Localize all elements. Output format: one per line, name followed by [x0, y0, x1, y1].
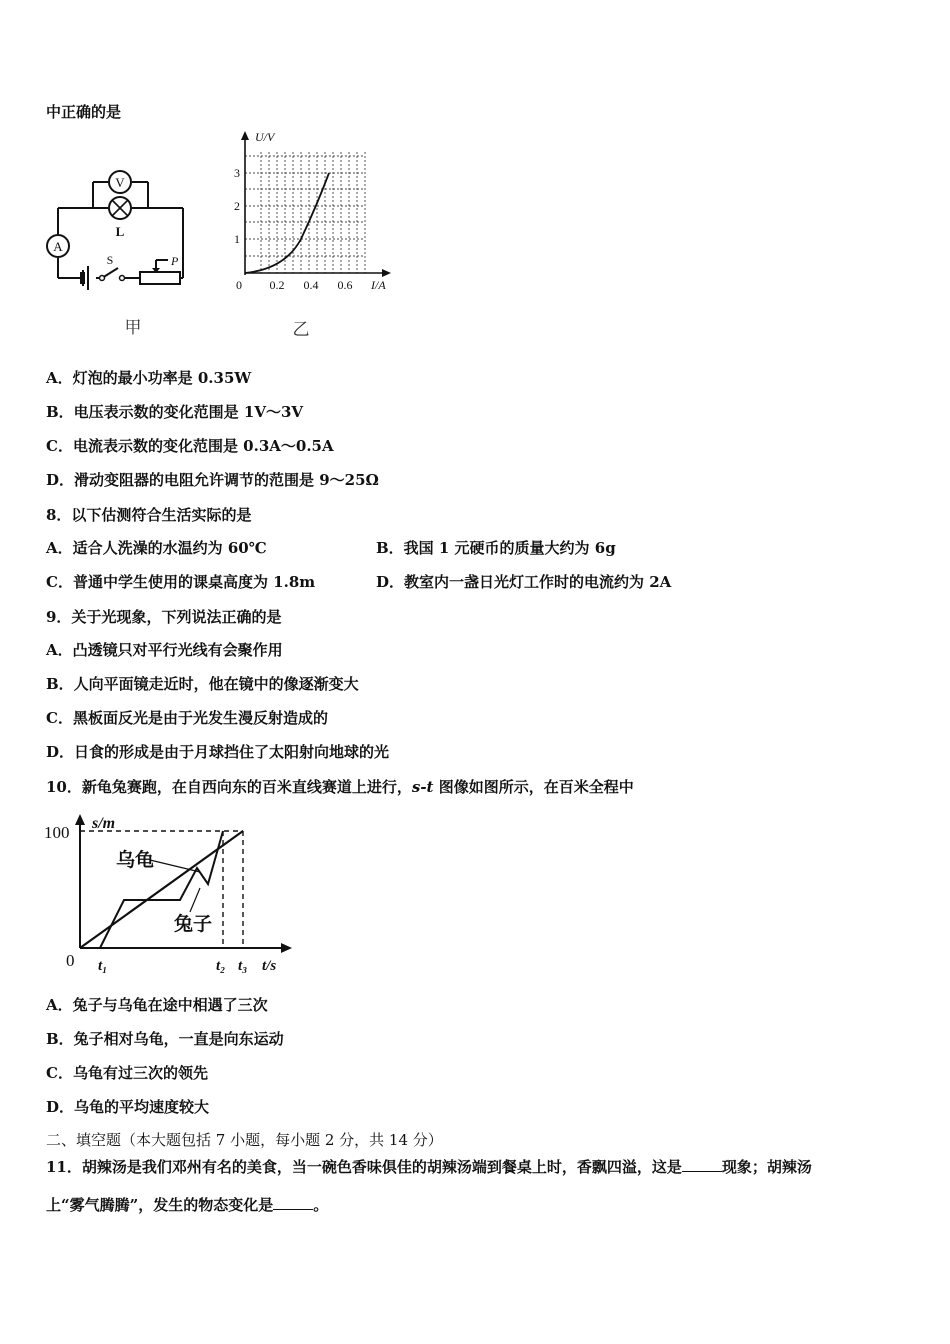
- t2-label: t₂: [216, 958, 226, 974]
- q10-option-c: C．乌龟有过三次的领先: [46, 1064, 208, 1082]
- voltmeter-label: V: [115, 175, 125, 190]
- slider-label: P: [171, 254, 179, 268]
- q11-line-1: [46, 1157, 812, 1177]
- y-max-label: 100: [44, 823, 70, 842]
- q11-text-1: 11．胡辣汤是我们邓州有名的美食，当一碗色香味俱佳的胡辣汤端到餐桌上时，香飘四溢，这是: [46, 1158, 682, 1176]
- q9-stem: 9．关于光现象，下列说法正确的是: [46, 608, 282, 626]
- u-axis-label: U/V: [255, 130, 275, 144]
- rheostat: [140, 272, 180, 284]
- q8-option-a: A．适合人洗澡的水温约为 60℃: [46, 539, 267, 557]
- q8-option-b: B．我国 1 元硬币的质量大约为 6g: [376, 539, 616, 557]
- circuit-caption: 甲: [124, 318, 142, 337]
- intro-text: 中正确的是: [46, 103, 122, 121]
- q9-option-b: B．人向平面镜走近时，他在镜中的像逐渐变大: [46, 675, 359, 693]
- q10-option-b: B．兔子相对乌龟，一直是向东运动: [46, 1030, 284, 1048]
- q10-stem-after: 图像如图所示，在百米全程中: [433, 778, 634, 796]
- q11-line-2: [46, 1195, 328, 1215]
- q8-stem: 8．以下估测符合生活实际的是: [46, 506, 252, 524]
- q11-text-2: 现象；胡辣汤: [721, 1158, 812, 1176]
- q10-option-d: D．乌龟的平均速度较大: [46, 1098, 210, 1116]
- q11-text-4: 。: [313, 1196, 329, 1214]
- y-tick-label: 3: [234, 166, 240, 180]
- t3-label: t₃: [238, 958, 248, 974]
- q10-option-a: A．兔子与乌龟在途中相遇了三次: [46, 996, 268, 1014]
- origin-label: 0: [236, 278, 242, 292]
- rabbit-label: 兔子: [174, 914, 213, 935]
- tortoise-label: 乌龟: [116, 850, 155, 871]
- i-axis-label: I/A: [371, 278, 386, 292]
- q9-option-d: D．日食的形成是由于月球挡住了太阳射向地球的光: [46, 743, 390, 761]
- u-axis-arrow: [241, 131, 249, 140]
- q10-stem: [46, 777, 634, 797]
- q7-option-b: B．电压表示数的变化范围是 1V～3V: [46, 403, 304, 421]
- switch-label: S: [106, 253, 114, 267]
- q7-option-a: A．灯泡的最小功率是 0.35W: [46, 369, 252, 387]
- x-tick-label: 0.6: [337, 278, 353, 292]
- y-tick-label: 2: [234, 199, 240, 213]
- st-origin-label: 0: [66, 951, 75, 970]
- lamp-label: L: [115, 224, 125, 239]
- t-axis-arrow: [281, 943, 292, 953]
- x-tick-label: 0.4: [303, 278, 319, 292]
- s-axis-arrow: [75, 814, 85, 825]
- battery-plate: [80, 272, 85, 284]
- q7-option-c: C．电流表示数的变化范围是 0.3A～0.5A: [46, 437, 334, 455]
- q10-stem-st: s-t: [411, 778, 434, 796]
- q8-option-d: D．教室内一盏日光灯工作时的电流约为 2A: [376, 573, 672, 591]
- q9-option-a: A．凸透镜只对平行光线有会聚作用: [46, 641, 283, 659]
- ui-graph-caption: 乙: [292, 320, 310, 339]
- answer-blank-1[interactable]: [682, 1171, 722, 1172]
- t1-label: t₁: [98, 958, 108, 974]
- x-tick-label: 0.2: [269, 278, 285, 292]
- q7-option-d: D．滑动变阻器的电阻允许调节的范围是 9～25Ω: [46, 471, 379, 489]
- ui-curve: [245, 173, 329, 273]
- t-axis-label: t/s: [262, 958, 277, 974]
- i-axis-arrow: [382, 269, 391, 277]
- q10-stem-before: 10．新龟兔赛跑，在自西向东的百米直线赛道上进行，: [46, 778, 412, 796]
- q11-text-3: 上“雾气腾腾”，发生的物态变化是: [46, 1196, 274, 1214]
- answer-blank-2[interactable]: [273, 1209, 313, 1210]
- st-graph: [40, 808, 300, 983]
- ui-graph: [225, 125, 405, 345]
- q8-option-c: C．普通中学生使用的课桌高度为 1.8m: [46, 573, 316, 591]
- q9-option-c: C．黑板面反光是由于光发生漫反射造成的: [46, 709, 328, 727]
- circuit-diagram: [40, 160, 200, 350]
- s-axis-label: s/m: [92, 815, 116, 832]
- ammeter-label: A: [53, 239, 63, 254]
- y-tick-label: 1: [234, 232, 240, 246]
- section-heading: 二、填空题（本大题包括 7 小题，每小题 2 分，共 14 分）: [46, 1131, 443, 1149]
